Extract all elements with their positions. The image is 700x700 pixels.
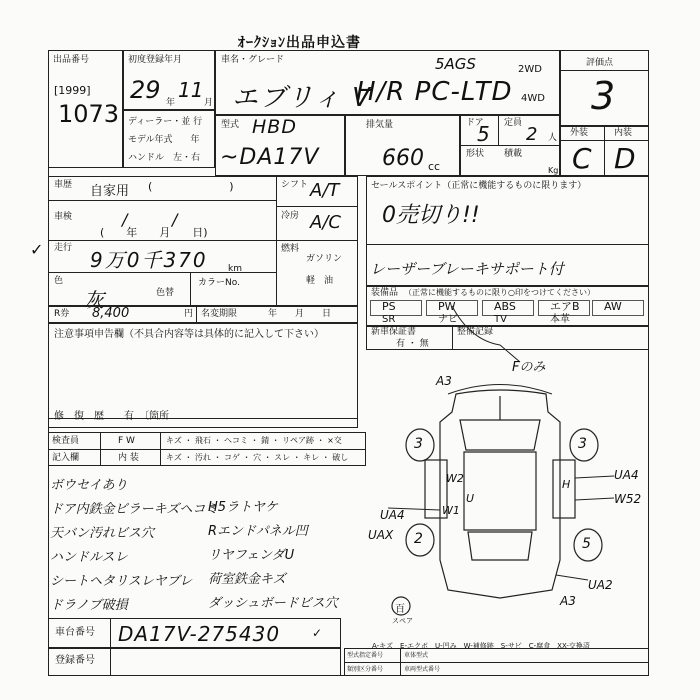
name-change-value: 年 月 日 [268, 309, 332, 319]
footer-c: 車体型式 [404, 652, 429, 659]
checker-interior-row: キズ ・ 汚れ ・ コゲ ・ 穴 ・ スレ ・ キレ ・ 破し [166, 453, 349, 462]
reg-year-unit: 年 [166, 98, 176, 108]
tire-rl-score: 2 [414, 531, 423, 547]
repair-label: 修 復 歴 有 〔箇所 [54, 411, 169, 422]
mark-u: U [466, 492, 475, 505]
equipment-item-label: ナビ [438, 314, 458, 325]
lot-label: 出品番号 [53, 55, 90, 65]
car-body-outline [440, 390, 560, 598]
handwritten-note: Rエンドパネル凹 [208, 524, 308, 539]
checker-label: 検査員 [52, 436, 80, 446]
reg-month: 11 [178, 78, 204, 102]
engine-unit: cc [428, 160, 441, 173]
fuel-label: 燃料 [281, 244, 300, 254]
chassis-value: DA17V-275430 [118, 622, 281, 646]
handwritten-note: 天バン汚れビス穴 [50, 526, 155, 541]
engine-label: 排気量 [366, 120, 394, 130]
doors-value: 5 [477, 122, 490, 146]
mark-ua4-left: UA4 [380, 508, 405, 522]
mark-ua4-right: UA4 [614, 468, 639, 482]
shift-value: A/T [310, 180, 340, 201]
aircon-label: 冷房 [281, 211, 300, 221]
color-code-label: 色替 [156, 288, 175, 298]
first-reg-label: 初度登録年月 [128, 55, 183, 65]
chassis-check: ✓ [312, 626, 323, 640]
handwritten-note: 荷室鉄金キズ [208, 572, 286, 587]
mark-h: H [562, 478, 571, 491]
shape-label: 形状 [466, 149, 485, 159]
usage-paren: ( ) [148, 180, 234, 193]
model-grade: H/R PC-LTD [356, 77, 513, 107]
type-code-top: HBD [252, 116, 297, 138]
capacity-label: 定員 [504, 118, 523, 128]
capacity-unit: 人 [548, 133, 558, 143]
lot-year-code: [1999] [54, 84, 91, 97]
car-roof [464, 452, 536, 530]
grade-score: 3 [591, 74, 616, 118]
legend-text: A-キズ E-エクボ U-凹み W-補修跡 S-サビ C-腐食 XX-交換済 [372, 642, 590, 650]
notes-label: 注意事項申告欄（不具合内容等は具体的に記入して下さい） [54, 329, 324, 340]
equipment-label: 装備品 [371, 288, 399, 298]
model-year-label: モデル年式 年 [128, 135, 200, 145]
warranty-label: 新車保証書 [371, 327, 417, 337]
equipment-item-label: 本革 [550, 314, 570, 325]
inspection-slash-1: / [122, 210, 128, 229]
name-change-label: 名変期限 [201, 309, 238, 319]
sales-point-value: 0売切り!! [382, 203, 480, 228]
aircon-value: A/C [310, 212, 341, 233]
sales-point-label: セールスポイント（正常に機能するものに限ります） [371, 181, 587, 191]
load-unit: Kg [548, 166, 559, 175]
equipment-item-label: エアB [550, 300, 580, 313]
sheet-title: ｵｰｸｼｮﾝ出品申込書 [238, 35, 361, 51]
spare-label: スペア [392, 617, 413, 625]
tire-fl-score: 3 [414, 436, 423, 452]
checker-exterior-row: キズ ・ 飛石 ・ ヘコミ ・ 錆 ・ リペア跡 ・ ×交 [166, 436, 342, 445]
model-label: 車名・グレード [221, 55, 285, 65]
handwritten-note: ボウセイあり [50, 478, 128, 493]
reg-number-label: 登録番号 [55, 655, 95, 666]
grade-exterior-label: 外装 [570, 128, 589, 138]
handwritten-note: リヤフェンダU [208, 548, 295, 563]
drive-4wd: 4WD [521, 93, 545, 104]
footer-d: 車両型式番号 [404, 666, 441, 673]
ua4-right-pointer [575, 476, 614, 478]
model-trans-note: 5AGS [435, 55, 476, 73]
equipment-item-label: SR [382, 314, 396, 325]
equipment-item-label: ABS [494, 300, 516, 313]
car-rear-window [468, 532, 532, 560]
mark-a3-top: A3 [436, 374, 452, 388]
grade-interior: D [614, 142, 636, 175]
inspection-slash-2: / [172, 210, 178, 229]
maint-label: 整備記録 [457, 327, 494, 337]
mark-w52: W52 [614, 492, 642, 506]
sales-point-extra: レーザーブレーキサポート付 [370, 260, 564, 278]
chassis-label: 車台番号 [55, 627, 95, 638]
dealer-label: ディーラー・並 行 [128, 117, 203, 127]
load-label: 積載 [504, 149, 523, 159]
mileage-digits: 9万0千370 [90, 248, 208, 272]
engine-value: 660 [382, 146, 424, 171]
mileage-unit: km [228, 264, 242, 274]
mark-w1: W1 [442, 504, 460, 517]
spare-mark: 百 [395, 604, 405, 615]
equipment-item-label: PW [438, 300, 456, 313]
usage-label: 車歴 [54, 180, 73, 190]
inspection-value: ( 年 月 日) [100, 226, 208, 239]
color-no-label: カラーNo. [198, 278, 240, 288]
drive-2wd: 2WD [518, 64, 542, 75]
reg-month-unit: 月 [204, 98, 214, 108]
tire-rr-score: 5 [582, 536, 591, 552]
checker-fw: F W [118, 436, 135, 446]
capacity-value: 2 [526, 124, 538, 145]
warranty-options: 有 ・ 無 [396, 339, 429, 349]
car-windshield [460, 420, 540, 450]
front-note-pointer [452, 306, 520, 362]
recycle-unit: 円 [184, 309, 194, 319]
handwritten-note: H5ラトヤケ [208, 500, 279, 515]
recycle-label: R券 [54, 309, 70, 319]
equipment-item-label: PS [382, 300, 396, 313]
type-label: 型式 [221, 120, 240, 130]
mileage-label: 走行 [54, 243, 73, 253]
footer-b: 類別区分番号 [347, 666, 384, 673]
front-note: Fのみ [512, 360, 546, 375]
equipment-item-label: AW [604, 300, 622, 313]
lot-number: 1073 [58, 100, 120, 128]
handwritten-note: ドラノブ破損 [50, 598, 128, 613]
footer-a: 型式指定番号 [347, 652, 384, 659]
mark-ua2: UA2 [588, 578, 613, 592]
grade-exterior: C [572, 142, 592, 175]
handle-label: ハンドル 左・右 [128, 153, 201, 163]
checker-interior-label: 内 装 [118, 453, 139, 463]
handwritten-note: ドア内鉄金ビラーキズヘコミ [50, 502, 219, 517]
handwritten-note: シートヘタリスレヤブレ [50, 574, 193, 589]
margin-check-mark: ✓ [30, 240, 44, 259]
fuel-option-diesel: 軽 油 [306, 276, 334, 286]
grade-label: 評価点 [586, 58, 614, 68]
tire-fr-score: 3 [578, 436, 587, 452]
recycle-value: 8,400 [92, 306, 130, 321]
color-value: 灰 [84, 288, 104, 312]
grade-interior-label: 内装 [614, 128, 633, 138]
equipment-item-label: TV [494, 314, 507, 325]
reg-year: 29 [130, 76, 161, 104]
equipment-note: （正常に機能するものに限り○印をつけてください） [404, 288, 595, 297]
model-name: エブリィ V [232, 83, 372, 113]
doors-label: ドア [466, 118, 484, 128]
mark-a3-bottom: A3 [560, 594, 576, 608]
handwritten-note: ハンドルスレ [50, 550, 128, 565]
fuel-option-gasoline: ガソリン [306, 254, 343, 264]
type-code-bottom: ~DA17V [220, 145, 320, 170]
inspection-label: 車検 [54, 212, 73, 222]
shift-label: シフト [281, 180, 309, 190]
handwritten-note: ダッシュボードビス穴 [208, 596, 338, 611]
color-label: 色 [54, 276, 64, 286]
usage-value: 自家用 [90, 184, 130, 199]
w52-pointer [575, 498, 614, 500]
mark-ua-left2: UAX [368, 528, 394, 542]
mark-w2: W2 [446, 472, 464, 485]
entry-label: 記入欄 [52, 453, 80, 463]
ua2-pointer [556, 575, 588, 580]
